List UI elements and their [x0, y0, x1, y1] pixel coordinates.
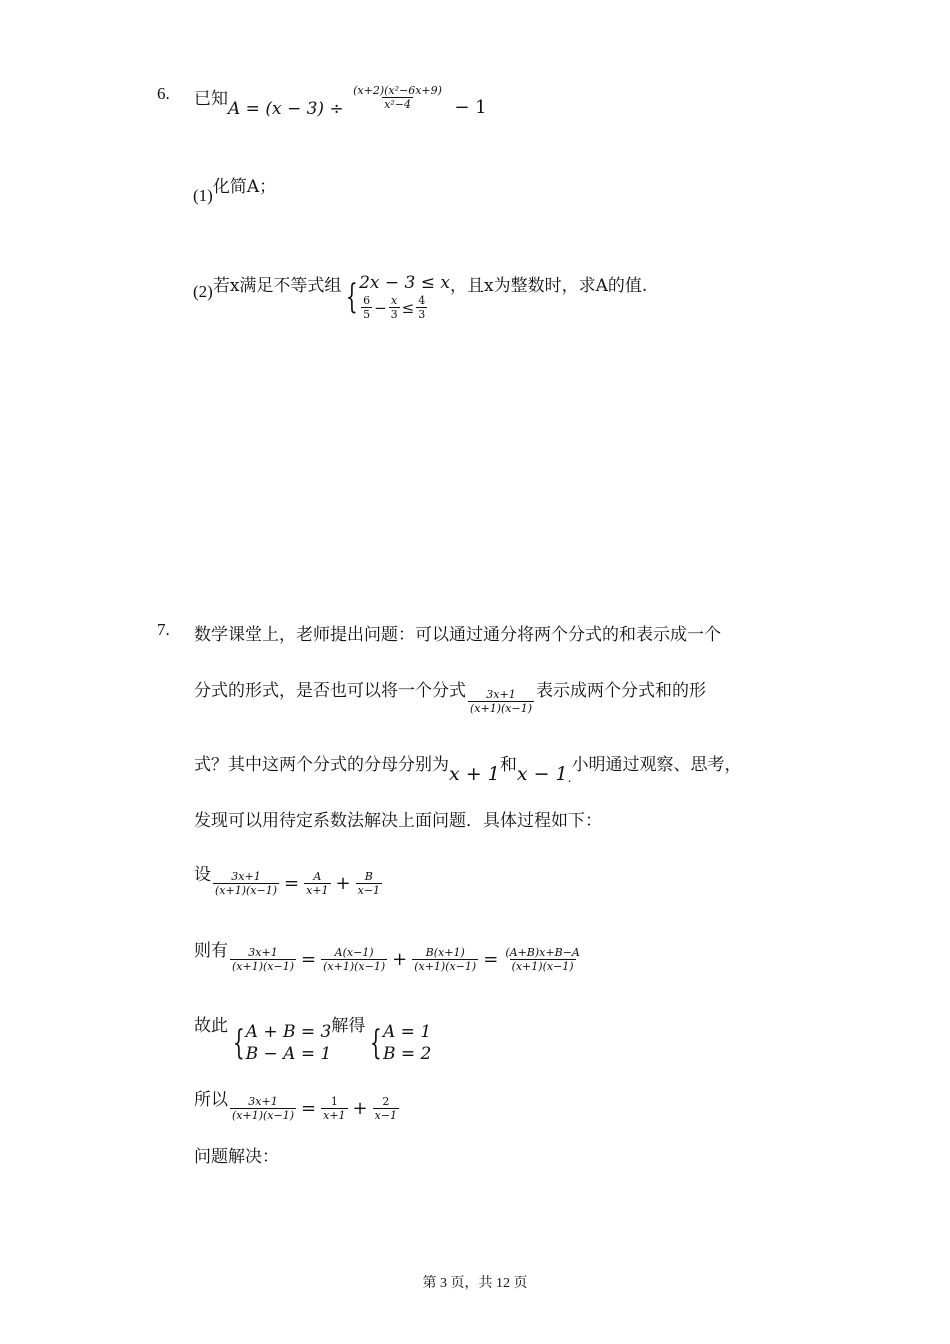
q7-res-frac-b [373, 1095, 399, 1122]
question-6-number: 6. [157, 84, 170, 103]
q7-set-label: 设 [194, 865, 211, 885]
q6-ineq2-frac-a [361, 294, 372, 321]
frac-numerator: x [391, 294, 398, 307]
q7-then-frac-3 [412, 946, 478, 973]
q7-line-1: 数学课堂上，老师提出问题：可以通过通分将两个分式的和表示成一个 [194, 625, 721, 645]
frac-denominator: x+1 [306, 884, 329, 897]
frac-numerator: 3x+1 [486, 688, 516, 701]
q6-part1-label: (1) [193, 186, 213, 205]
frac-numerator: 3x+1 [248, 1095, 278, 1108]
q7-then-frac-1 [230, 946, 296, 973]
q6-intro: 已知 [194, 89, 228, 109]
q6-expr-tail: − 1 [454, 97, 487, 118]
frac-denominator: (x+1)(x−1) [470, 702, 533, 715]
frac-numerator: 6 [363, 294, 371, 307]
q7-solution-system [365, 1021, 431, 1065]
q7-line3-pre: 式？其中这两个分式的分母分别为 [194, 755, 449, 775]
q7-then-frac-2 [321, 946, 387, 973]
frac-denominator: (x+1)(x−1) [511, 960, 574, 973]
frac-denominator: x−1 [357, 884, 381, 897]
q7-res-lhs [230, 1095, 296, 1122]
q7-and: 和 [499, 755, 517, 775]
page-footer: 第 3 页，共 12 页 [422, 1276, 528, 1291]
question-7-number: 7. [157, 620, 170, 639]
q7-then-frac-4 [503, 946, 582, 973]
q7-res-frac-a [321, 1095, 347, 1122]
equals-sign: = [301, 949, 317, 970]
q6-inequality-2 [359, 294, 450, 321]
q7-denominator-1: x + 1 [449, 763, 500, 785]
equals-sign: = [284, 873, 300, 894]
q6-part2-post: ，且x为整数时，求A的值. [449, 276, 648, 296]
q6-inequality-system [341, 272, 450, 321]
q7-solve-problem-label: 问题解决： [194, 1147, 279, 1167]
q7-set-lhs [213, 870, 279, 897]
frac-numerator: (A+B)x+B−A [505, 946, 580, 959]
frac-numerator: A [313, 870, 322, 883]
frac-numerator: 4 [418, 294, 426, 307]
q7-set-frac-b [356, 870, 382, 897]
q7-denominator-2: x − 1 [516, 763, 568, 785]
frac-denominator: x+1 [323, 1109, 346, 1122]
q7-then-label: 则有 [194, 941, 228, 961]
q7-line-2 [194, 676, 707, 715]
frac-numerator: 2 [382, 1095, 390, 1108]
q7-line-3 [194, 750, 742, 785]
left-brace-icon: { [346, 276, 359, 317]
q7-solution-rows [383, 1021, 431, 1065]
frac-numerator: B(x+1) [425, 946, 465, 959]
q6-ineq2-frac-c [416, 294, 427, 321]
q6-fraction [351, 84, 444, 111]
q7-setup-equation [194, 860, 384, 897]
equals-sign: = [483, 949, 499, 970]
frac-numerator: 3x+1 [231, 870, 261, 883]
frac-denominator: (x+1)(x−1) [232, 1109, 295, 1122]
left-brace-icon: { [232, 1023, 245, 1063]
left-brace-icon: { [370, 1023, 383, 1063]
q6-inequality-1: 2x − 3 ≤ x [359, 273, 450, 293]
frac-denominator: (x+1)(x−1) [323, 960, 386, 973]
q6-inequality-rows [359, 272, 450, 321]
q6-expr-lhs: A = (x − 3) ÷ [228, 99, 344, 119]
q7-line3-dot: . [567, 771, 572, 785]
minus-sign: − [374, 298, 387, 317]
q6-part1-text: 化简A； [212, 177, 277, 197]
q7-line2-pre: 分式的形式，是否也可以将一个分式 [194, 681, 466, 701]
frac-denominator: 3 [418, 308, 426, 321]
frac-numerator: 3x+1 [248, 946, 278, 959]
question-6-statement [194, 84, 490, 119]
frac-denominator: (x+1)(x−1) [215, 884, 278, 897]
q7-system-rows [246, 1021, 332, 1065]
frac-denominator: 5 [363, 308, 371, 321]
frac-numerator: A(x−1) [334, 946, 374, 959]
q7-line2-fraction [468, 688, 534, 715]
frac-denominator: (x+1)(x−1) [414, 960, 477, 973]
q7-system-row-1: A + B = 3 [245, 1022, 332, 1042]
q7-equation-system [228, 1021, 331, 1065]
plus-sign: + [352, 1098, 368, 1119]
q6-part2-label: (2) [193, 282, 213, 301]
question-6-part-1 [193, 172, 277, 205]
q7-line3-post: 小明通过观察、思考， [571, 755, 742, 775]
q7-line2-post: 表示成两个分式和的形 [536, 681, 707, 701]
q7-result-equation [194, 1085, 401, 1122]
plus-sign: + [392, 949, 408, 970]
frac-denominator: 3 [390, 308, 398, 321]
frac-denominator: x−1 [374, 1109, 398, 1122]
frac-denominator: (x+1)(x−1) [232, 960, 295, 973]
le-sign: ≤ [401, 298, 415, 317]
frac-numerator: B [364, 870, 373, 883]
q6-part2-pre: 若x满足不等式组 [212, 276, 342, 296]
q7-therefore-label: 所以 [194, 1090, 228, 1110]
q7-solve-label: 解得 [331, 1016, 366, 1036]
q7-then-equation [194, 936, 584, 973]
plus-sign: + [335, 873, 351, 894]
q7-system-row-2: B − A = 1 [245, 1044, 332, 1064]
q7-system-solution [194, 1011, 432, 1064]
q7-line-4: 发现可以用待定系数法解决上面问题．具体过程如下： [194, 811, 602, 831]
q7-set-frac-a [304, 870, 330, 897]
q6-fraction-numerator: (x+2)(x²−6x+9) [353, 84, 442, 97]
q7-so-label: 故此 [194, 1016, 228, 1036]
q6-ineq2-frac-b [389, 294, 400, 321]
equals-sign: = [301, 1098, 317, 1119]
q7-solution-row-2: B = 2 [382, 1044, 432, 1064]
question-6-part-2 [193, 262, 648, 321]
q7-solution-row-1: A = 1 [382, 1022, 432, 1042]
frac-numerator: 1 [330, 1095, 338, 1108]
q6-fraction-denominator: x²−4 [384, 98, 411, 111]
